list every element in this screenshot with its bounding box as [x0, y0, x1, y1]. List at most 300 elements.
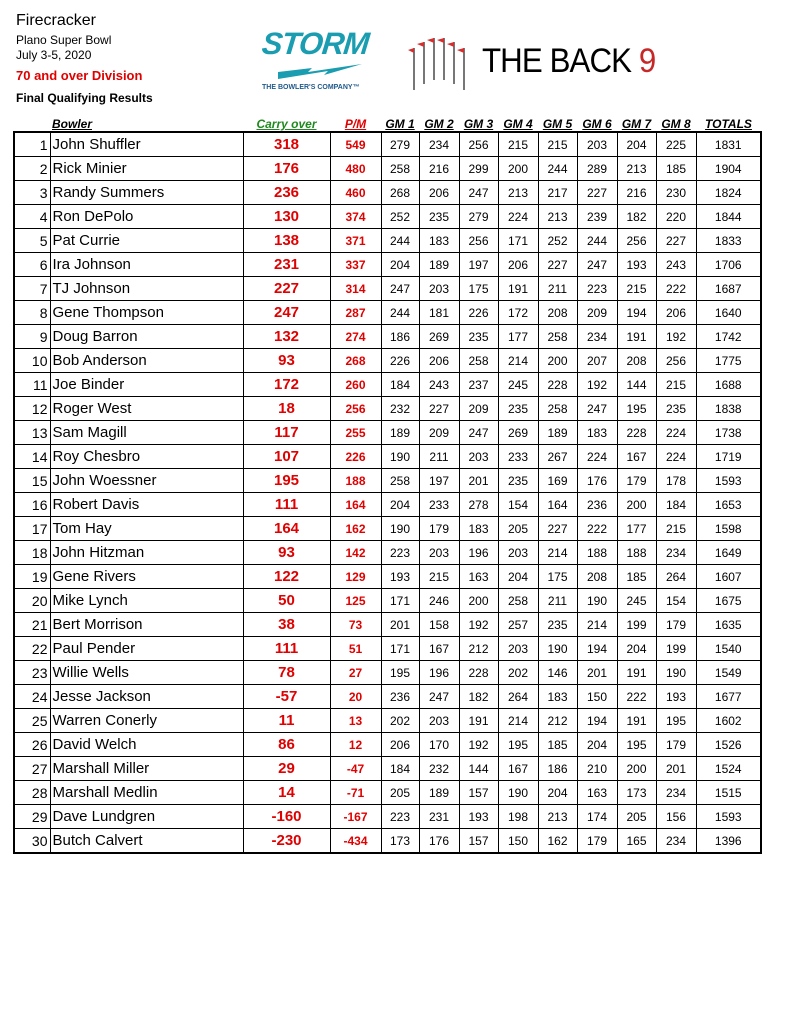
game-5-cell: 227	[538, 253, 577, 277]
pm-cell: 255	[330, 421, 381, 445]
game-3-cell: 258	[459, 349, 498, 373]
rank-cell: 8	[14, 301, 50, 325]
game-6-cell: 179	[577, 829, 617, 854]
game-1-cell: 184	[381, 373, 419, 397]
pm-cell: 314	[330, 277, 381, 301]
game-6-cell: 208	[577, 565, 617, 589]
total-cell: 1738	[696, 421, 761, 445]
table-row	[14, 709, 761, 733]
game-7-cell: 245	[617, 589, 656, 613]
bowler-name-cell: Ron DePolo	[50, 205, 243, 229]
game-7-cell: 179	[617, 469, 656, 493]
game-4-cell: 198	[498, 805, 538, 829]
bowler-name-cell: Warren Conerly	[50, 709, 243, 733]
game-5-cell: 211	[538, 277, 577, 301]
game-3-cell: 157	[459, 781, 498, 805]
game-2-cell: 232	[419, 757, 459, 781]
carry-over-cell: 236	[243, 181, 330, 205]
game-3-cell: 193	[459, 805, 498, 829]
bowler-name-cell: Robert Davis	[50, 493, 243, 517]
bowler-name-cell: Randy Summers	[50, 181, 243, 205]
table-row	[14, 565, 761, 589]
game-6-cell: 204	[577, 733, 617, 757]
game-4-cell: 235	[498, 469, 538, 493]
carry-over-cell: 78	[243, 661, 330, 685]
game-6-cell: 209	[577, 301, 617, 325]
game-2-cell: 209	[419, 421, 459, 445]
game-5-cell: 186	[538, 757, 577, 781]
game-8-cell: 234	[656, 781, 696, 805]
game-7-cell: 193	[617, 253, 656, 277]
venue-name: Plano Super Bowl	[16, 33, 112, 47]
game-8-cell: 179	[656, 613, 696, 637]
game-8-cell: 220	[656, 205, 696, 229]
game-3-cell: 237	[459, 373, 498, 397]
game-2-cell: 216	[419, 157, 459, 181]
game-6-cell: 236	[577, 493, 617, 517]
game-6-cell: 188	[577, 541, 617, 565]
total-cell: 1775	[696, 349, 761, 373]
storm-wordmark: STORM	[260, 26, 371, 61]
game-3-cell: 192	[459, 733, 498, 757]
game-1-cell: 244	[381, 301, 419, 325]
storm-logo	[258, 26, 371, 98]
table-row	[14, 613, 761, 637]
bowler-name-cell: David Welch	[50, 733, 243, 757]
col-totals: TOTALS	[705, 117, 752, 131]
bowler-name-cell: Jesse Jackson	[50, 685, 243, 709]
table-row	[14, 349, 761, 373]
game-1-cell: 186	[381, 325, 419, 349]
game-4-cell: 167	[498, 757, 538, 781]
pm-cell: 460	[330, 181, 381, 205]
game-5-cell: 267	[538, 445, 577, 469]
rank-cell: 26	[14, 733, 50, 757]
carry-over-cell: 93	[243, 541, 330, 565]
game-4-cell: 195	[498, 733, 538, 757]
game-8-cell: 256	[656, 349, 696, 373]
total-cell: 1526	[696, 733, 761, 757]
table-row	[14, 517, 761, 541]
col-gm4: GM 4	[503, 117, 533, 131]
game-2-cell: 176	[419, 829, 459, 854]
game-1-cell: 223	[381, 805, 419, 829]
game-4-cell: 190	[498, 781, 538, 805]
rank-cell: 10	[14, 349, 50, 373]
table-row	[14, 301, 761, 325]
game-6-cell: 176	[577, 469, 617, 493]
table-row	[14, 229, 761, 253]
game-2-cell: 247	[419, 685, 459, 709]
rank-cell: 25	[14, 709, 50, 733]
game-7-cell: 144	[617, 373, 656, 397]
game-7-cell: 177	[617, 517, 656, 541]
carry-over-cell: 195	[243, 469, 330, 493]
game-3-cell: 203	[459, 445, 498, 469]
pm-cell: 480	[330, 157, 381, 181]
bowler-name-cell: Gene Thompson	[50, 301, 243, 325]
carry-over-cell: 107	[243, 445, 330, 469]
game-7-cell: 195	[617, 733, 656, 757]
table-row	[14, 733, 761, 757]
game-4-cell: 154	[498, 493, 538, 517]
col-gm1: GM 1	[385, 117, 415, 131]
pm-cell: 13	[330, 709, 381, 733]
game-1-cell: 201	[381, 613, 419, 637]
bowler-name-cell: TJ Johnson	[50, 277, 243, 301]
total-cell: 1904	[696, 157, 761, 181]
game-2-cell: 235	[419, 205, 459, 229]
pm-cell: 73	[330, 613, 381, 637]
game-2-cell: 196	[419, 661, 459, 685]
game-1-cell: 190	[381, 445, 419, 469]
game-3-cell: 226	[459, 301, 498, 325]
game-5-cell: 189	[538, 421, 577, 445]
game-6-cell: 207	[577, 349, 617, 373]
total-cell: 1649	[696, 541, 761, 565]
game-2-cell: 227	[419, 397, 459, 421]
game-6-cell: 174	[577, 805, 617, 829]
game-4-cell: 233	[498, 445, 538, 469]
table-row	[14, 181, 761, 205]
game-2-cell: 181	[419, 301, 459, 325]
game-8-cell: 234	[656, 829, 696, 854]
rank-cell: 17	[14, 517, 50, 541]
pm-cell: 549	[330, 132, 381, 157]
game-8-cell: 227	[656, 229, 696, 253]
game-2-cell: 206	[419, 181, 459, 205]
bowler-name-cell: Roger West	[50, 397, 243, 421]
total-cell: 1687	[696, 277, 761, 301]
game-1-cell: 236	[381, 685, 419, 709]
game-7-cell: 208	[617, 349, 656, 373]
event-title: Firecracker	[16, 12, 97, 29]
event-dates: July 3-5, 2020	[16, 48, 92, 62]
game-6-cell: 192	[577, 373, 617, 397]
game-3-cell: 256	[459, 229, 498, 253]
table-row	[14, 205, 761, 229]
carry-over-cell: 231	[243, 253, 330, 277]
pm-cell: 268	[330, 349, 381, 373]
rank-cell: 20	[14, 589, 50, 613]
game-2-cell: 189	[419, 253, 459, 277]
game-6-cell: 190	[577, 589, 617, 613]
table-row	[14, 469, 761, 493]
division-label: 70 and over Division	[16, 68, 143, 83]
total-cell: 1831	[696, 132, 761, 157]
game-5-cell: 185	[538, 733, 577, 757]
rank-cell: 13	[14, 421, 50, 445]
game-6-cell: 227	[577, 181, 617, 205]
game-4-cell: 191	[498, 277, 538, 301]
col-gm6: GM 6	[582, 117, 612, 131]
pm-cell: 226	[330, 445, 381, 469]
total-cell: 1844	[696, 205, 761, 229]
carry-over-cell: 18	[243, 397, 330, 421]
game-7-cell: 228	[617, 421, 656, 445]
bowler-name-cell: Bert Morrison	[50, 613, 243, 637]
game-8-cell: 190	[656, 661, 696, 685]
game-7-cell: 191	[617, 709, 656, 733]
col-gm5: GM 5	[542, 117, 573, 131]
game-1-cell: 204	[381, 493, 419, 517]
pm-cell: 51	[330, 637, 381, 661]
game-7-cell: 195	[617, 397, 656, 421]
game-3-cell: 182	[459, 685, 498, 709]
game-8-cell: 225	[656, 132, 696, 157]
carry-over-cell: 130	[243, 205, 330, 229]
game-1-cell: 244	[381, 229, 419, 253]
carry-over-cell: 176	[243, 157, 330, 181]
game-5-cell: 169	[538, 469, 577, 493]
game-8-cell: 264	[656, 565, 696, 589]
col-gm3: GM 3	[463, 117, 494, 131]
rank-cell: 23	[14, 661, 50, 685]
table-row	[14, 757, 761, 781]
game-1-cell: 223	[381, 541, 419, 565]
game-7-cell: 200	[617, 493, 656, 517]
game-6-cell: 247	[577, 253, 617, 277]
bowler-name-cell: Pat Currie	[50, 229, 243, 253]
game-4-cell: 258	[498, 589, 538, 613]
table-row	[14, 132, 761, 157]
game-5-cell: 146	[538, 661, 577, 685]
rank-cell: 14	[14, 445, 50, 469]
game-7-cell: 222	[617, 685, 656, 709]
game-1-cell: 190	[381, 517, 419, 541]
game-8-cell: 243	[656, 253, 696, 277]
carry-over-cell: 164	[243, 517, 330, 541]
game-8-cell: 193	[656, 685, 696, 709]
header-row	[14, 115, 761, 132]
bowler-name-cell: Willie Wells	[50, 661, 243, 685]
pm-cell: 188	[330, 469, 381, 493]
game-2-cell: 203	[419, 277, 459, 301]
table-row	[14, 421, 761, 445]
game-6-cell: 203	[577, 132, 617, 157]
game-5-cell: 214	[538, 541, 577, 565]
game-1-cell: 189	[381, 421, 419, 445]
rank-cell: 4	[14, 205, 50, 229]
carry-over-cell: 172	[243, 373, 330, 397]
results-label: Final Qualifying Results	[16, 91, 153, 105]
table-row	[14, 541, 761, 565]
game-8-cell: 192	[656, 325, 696, 349]
game-2-cell: 203	[419, 709, 459, 733]
pm-cell: 27	[330, 661, 381, 685]
game-8-cell: 224	[656, 421, 696, 445]
back9-name: THE BACK	[482, 42, 632, 80]
game-3-cell: 196	[459, 541, 498, 565]
game-3-cell: 209	[459, 397, 498, 421]
game-5-cell: 217	[538, 181, 577, 205]
bowler-name-cell: Mike Lynch	[50, 589, 243, 613]
rank-cell: 12	[14, 397, 50, 421]
bowler-name-cell: Joe Binder	[50, 373, 243, 397]
pm-cell: 287	[330, 301, 381, 325]
game-5-cell: 244	[538, 157, 577, 181]
game-1-cell: 232	[381, 397, 419, 421]
bowler-name-cell: Roy Chesbro	[50, 445, 243, 469]
game-8-cell: 184	[656, 493, 696, 517]
game-7-cell: 191	[617, 325, 656, 349]
pm-cell: 374	[330, 205, 381, 229]
game-6-cell: 239	[577, 205, 617, 229]
game-4-cell: 215	[498, 132, 538, 157]
table-row	[14, 829, 761, 854]
carry-over-cell: -160	[243, 805, 330, 829]
game-5-cell: 227	[538, 517, 577, 541]
game-2-cell: 234	[419, 132, 459, 157]
bowler-name-cell: Paul Pender	[50, 637, 243, 661]
game-3-cell: 192	[459, 613, 498, 637]
rank-cell: 15	[14, 469, 50, 493]
table-row	[14, 781, 761, 805]
game-5-cell: 213	[538, 805, 577, 829]
rank-cell: 21	[14, 613, 50, 637]
game-7-cell: 204	[617, 637, 656, 661]
game-6-cell: 194	[577, 709, 617, 733]
bowler-name-cell: Bob Anderson	[50, 349, 243, 373]
carry-over-cell: 117	[243, 421, 330, 445]
bowler-name-cell: John Shuffler	[50, 132, 243, 157]
game-5-cell: 215	[538, 132, 577, 157]
game-4-cell: 203	[498, 637, 538, 661]
carry-over-cell: 111	[243, 637, 330, 661]
game-6-cell: 183	[577, 421, 617, 445]
pm-cell: 371	[330, 229, 381, 253]
game-5-cell: 162	[538, 829, 577, 854]
table-row	[14, 685, 761, 709]
game-7-cell: 191	[617, 661, 656, 685]
game-5-cell: 213	[538, 205, 577, 229]
game-4-cell: 257	[498, 613, 538, 637]
total-cell: 1824	[696, 181, 761, 205]
col-rank	[14, 115, 50, 132]
game-8-cell: 185	[656, 157, 696, 181]
game-1-cell: 206	[381, 733, 419, 757]
pm-cell: -167	[330, 805, 381, 829]
game-6-cell: 244	[577, 229, 617, 253]
total-cell: 1602	[696, 709, 761, 733]
game-8-cell: 235	[656, 397, 696, 421]
game-3-cell: 278	[459, 493, 498, 517]
game-2-cell: 167	[419, 637, 459, 661]
game-6-cell: 214	[577, 613, 617, 637]
game-4-cell: 172	[498, 301, 538, 325]
game-6-cell: 247	[577, 397, 617, 421]
game-2-cell: 211	[419, 445, 459, 469]
total-cell: 1688	[696, 373, 761, 397]
carry-over-cell: 38	[243, 613, 330, 637]
game-5-cell: 200	[538, 349, 577, 373]
game-5-cell: 252	[538, 229, 577, 253]
table-row	[14, 277, 761, 301]
game-7-cell: 182	[617, 205, 656, 229]
rank-cell: 9	[14, 325, 50, 349]
game-3-cell: 163	[459, 565, 498, 589]
game-2-cell: 233	[419, 493, 459, 517]
game-3-cell: 157	[459, 829, 498, 854]
game-3-cell: 200	[459, 589, 498, 613]
total-cell: 1719	[696, 445, 761, 469]
game-6-cell: 201	[577, 661, 617, 685]
game-5-cell: 258	[538, 397, 577, 421]
carry-over-cell: 318	[243, 132, 330, 157]
pm-cell: 256	[330, 397, 381, 421]
rank-cell: 16	[14, 493, 50, 517]
game-8-cell: 234	[656, 541, 696, 565]
game-6-cell: 222	[577, 517, 617, 541]
game-7-cell: 167	[617, 445, 656, 469]
pm-cell: 129	[330, 565, 381, 589]
game-7-cell: 199	[617, 613, 656, 637]
game-1-cell: 258	[381, 469, 419, 493]
back9-number: 9	[638, 42, 656, 80]
game-1-cell: 173	[381, 829, 419, 854]
game-1-cell: 268	[381, 181, 419, 205]
rank-cell: 3	[14, 181, 50, 205]
pm-cell: -47	[330, 757, 381, 781]
game-2-cell: 206	[419, 349, 459, 373]
total-cell: 1675	[696, 589, 761, 613]
game-1-cell: 195	[381, 661, 419, 685]
game-3-cell: 175	[459, 277, 498, 301]
total-cell: 1515	[696, 781, 761, 805]
game-5-cell: 228	[538, 373, 577, 397]
rank-cell: 19	[14, 565, 50, 589]
game-3-cell: 228	[459, 661, 498, 685]
game-3-cell: 299	[459, 157, 498, 181]
game-1-cell: 171	[381, 637, 419, 661]
rank-cell: 6	[14, 253, 50, 277]
game-8-cell: 195	[656, 709, 696, 733]
game-8-cell: 201	[656, 757, 696, 781]
game-5-cell: 175	[538, 565, 577, 589]
game-4-cell: 202	[498, 661, 538, 685]
game-7-cell: 204	[617, 132, 656, 157]
total-cell: 1549	[696, 661, 761, 685]
rank-cell: 11	[14, 373, 50, 397]
game-8-cell: 206	[656, 301, 696, 325]
game-4-cell: 150	[498, 829, 538, 854]
rank-cell: 28	[14, 781, 50, 805]
game-8-cell: 215	[656, 517, 696, 541]
game-1-cell: 184	[381, 757, 419, 781]
rank-cell: 5	[14, 229, 50, 253]
game-7-cell: 213	[617, 157, 656, 181]
game-3-cell: 197	[459, 253, 498, 277]
game-7-cell: 165	[617, 829, 656, 854]
table-row	[14, 637, 761, 661]
pm-cell: 125	[330, 589, 381, 613]
rank-cell: 7	[14, 277, 50, 301]
game-8-cell: 215	[656, 373, 696, 397]
total-cell: 1838	[696, 397, 761, 421]
game-2-cell: 215	[419, 565, 459, 589]
total-cell: 1677	[696, 685, 761, 709]
game-1-cell: 202	[381, 709, 419, 733]
rank-cell: 29	[14, 805, 50, 829]
game-7-cell: 200	[617, 757, 656, 781]
game-7-cell: 188	[617, 541, 656, 565]
game-4-cell: 245	[498, 373, 538, 397]
carry-over-cell: 111	[243, 493, 330, 517]
game-2-cell: 269	[419, 325, 459, 349]
game-1-cell: 193	[381, 565, 419, 589]
total-cell: 1396	[696, 829, 761, 854]
rank-cell: 1	[14, 132, 50, 157]
